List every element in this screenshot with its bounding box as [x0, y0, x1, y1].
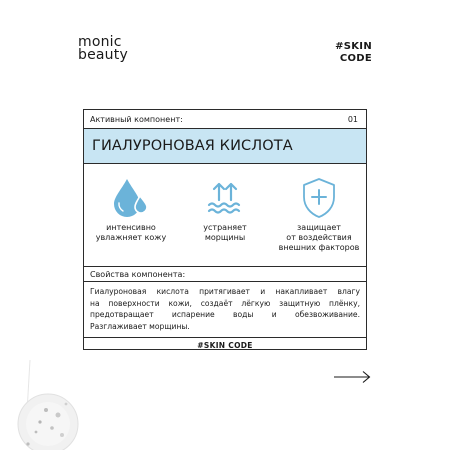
- description-line: Разглаживает морщины.: [90, 321, 190, 331]
- card-footer: [84, 338, 366, 352]
- brand-line-2: beauty: [78, 47, 128, 63]
- properties-header-row: [84, 267, 366, 282]
- skin-code-tag: [335, 41, 372, 65]
- properties-label: Свойства компонента:: [90, 269, 186, 279]
- benefit-moisturize: [84, 164, 178, 266]
- benefit-caption-line: увлажняет кожу: [95, 233, 167, 242]
- benefit-caption-line: устраняет: [203, 223, 247, 232]
- ingredient-title: ГИАЛУРОНОВАЯ КИСЛОТА: [92, 138, 293, 154]
- benefit-caption-line: внешних факторов: [278, 243, 360, 252]
- benefit-caption-line: интенсивно: [106, 223, 156, 232]
- benefit-caption-line: от воздействия: [286, 233, 352, 242]
- benefit-protect: [272, 164, 366, 266]
- benefit-wrinkles: [178, 164, 272, 266]
- ingredient-number: 01: [347, 114, 358, 124]
- shield-plus-icon: [299, 175, 339, 221]
- serum-droplet-icon: [0, 360, 130, 450]
- properties-description: [84, 282, 366, 338]
- tag-line-1: #SKIN: [335, 41, 372, 52]
- description-line: Гиалуроновая кислота притягивает и накапливает влагу: [90, 287, 360, 296]
- ingredient-title-band: [84, 129, 366, 164]
- tag-line-2: CODE: [339, 53, 372, 64]
- active-component-label: Активный компонент:: [90, 114, 183, 124]
- lift-waves-icon: [205, 175, 245, 221]
- arrow-right-icon[interactable]: [333, 369, 371, 388]
- description-line: на поверхности кожи, создаёт лёгкую защитную плёнку,: [90, 298, 360, 308]
- brand-line-1: monic: [78, 34, 122, 50]
- card-header-row: [84, 110, 366, 129]
- footer-tag: #SKIN CODE: [197, 340, 253, 350]
- benefit-caption-line: морщины: [204, 233, 246, 242]
- ingredient-card: [83, 109, 367, 350]
- benefits-row: [84, 164, 366, 267]
- water-drop-icon: [110, 175, 152, 221]
- brand-logo: [78, 36, 128, 62]
- benefit-caption-line: защищает: [297, 223, 341, 232]
- description-line: предотвращает испарение воды и обезвоживание.: [90, 310, 360, 319]
